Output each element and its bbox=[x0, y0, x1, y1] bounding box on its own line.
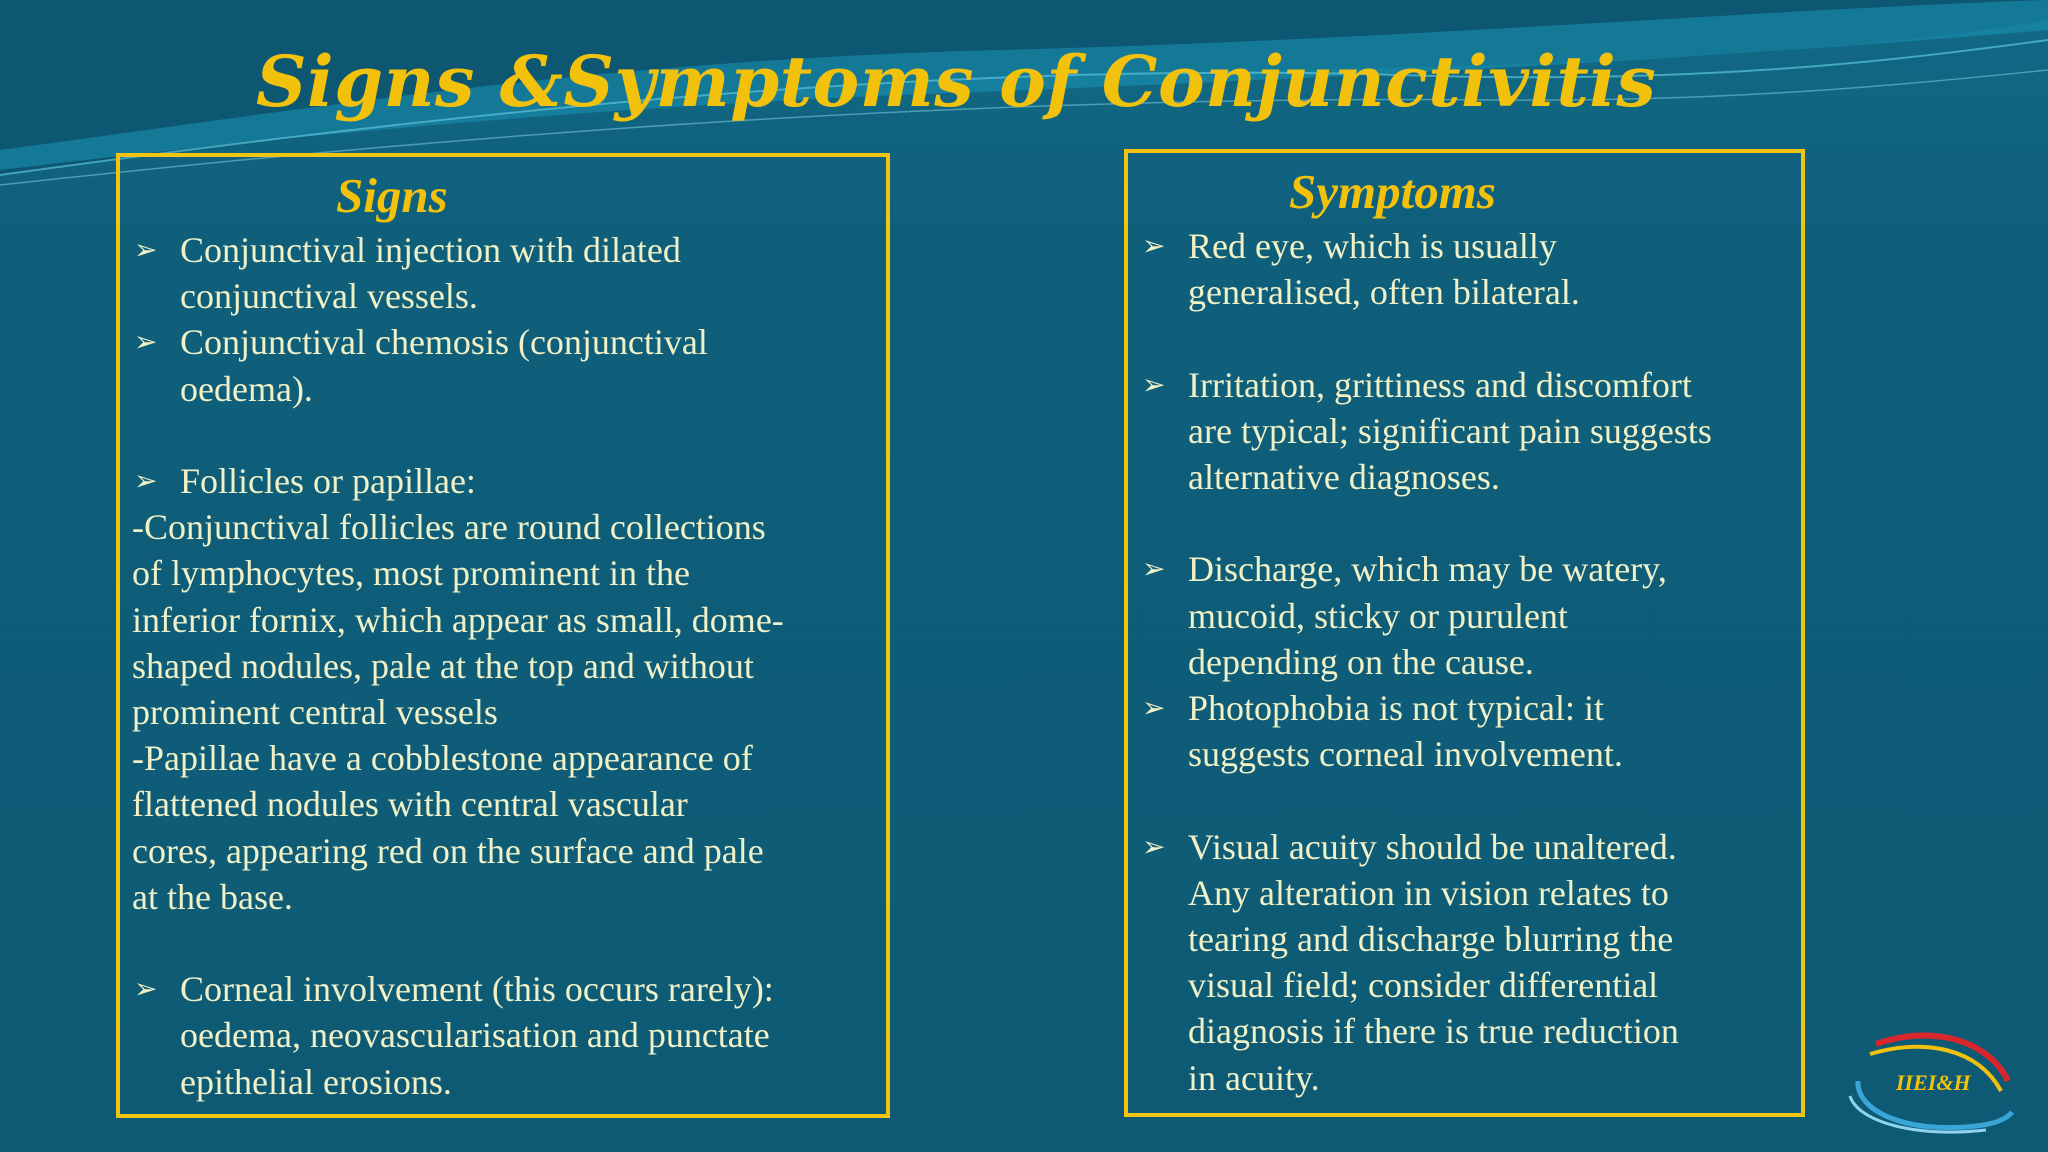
slide-title: Signs &Symptoms of Conjunctivitis bbox=[256, 40, 1657, 123]
symptoms-line: tearing and discharge blurring the bbox=[1188, 919, 1674, 959]
symptoms-line: are typical; significant pain suggests bbox=[1188, 410, 1712, 451]
spacer bbox=[1140, 500, 1712, 546]
signs-line: prominent central vessels bbox=[132, 692, 498, 733]
arrow-bullet-icon: ➢ bbox=[1142, 691, 1166, 724]
symptoms-line: Red eye, which is usually bbox=[1188, 226, 1557, 266]
spacer bbox=[132, 412, 784, 458]
arrow-bullet-icon: ➢ bbox=[134, 972, 158, 1006]
arrow-bullet-icon: ➢ bbox=[1142, 229, 1166, 262]
symptoms-box bbox=[1124, 149, 1805, 1117]
symptoms-item bbox=[1140, 685, 1712, 777]
spacer bbox=[1140, 315, 1712, 361]
symptoms-line: Irritation, grittiness and discomfort bbox=[1188, 364, 1692, 405]
signs-box bbox=[116, 153, 890, 1118]
signs-line: oedema). bbox=[180, 368, 313, 409]
symptoms-heading: Symptoms bbox=[1289, 164, 1496, 219]
signs-item bbox=[132, 319, 784, 411]
symptoms-item bbox=[1140, 824, 1712, 1101]
symptoms-line: diagnosis if there is true reduction bbox=[1188, 1011, 1679, 1052]
signs-line: shaped nodules, pale at the top and without bbox=[132, 645, 754, 686]
signs-line: conjunctival vessels. bbox=[180, 276, 478, 317]
arrow-bullet-icon: ➢ bbox=[1142, 367, 1166, 401]
arrow-bullet-icon: ➢ bbox=[134, 464, 158, 497]
signs-line: Conjunctival injection with dilated bbox=[180, 230, 681, 270]
symptoms-line: Photophobia is not typical: it bbox=[1188, 688, 1604, 728]
symptoms-list bbox=[1140, 223, 1712, 1101]
signs-line: oedema, neovascularisation and punctate bbox=[180, 1015, 770, 1056]
symptoms-item bbox=[1140, 546, 1712, 685]
arrow-bullet-icon: ➢ bbox=[1142, 829, 1166, 863]
symptoms-line: depending on the cause. bbox=[1188, 641, 1534, 682]
signs-line: -Papillae have a cobblestone appearance of bbox=[132, 738, 753, 779]
symptoms-line: Visual acuity should be unaltered. bbox=[1188, 826, 1677, 867]
symptoms-line: generalised, often bilateral. bbox=[1188, 272, 1580, 313]
signs-line: inferior fornix, which appear as small, dome- bbox=[132, 599, 784, 640]
symptoms-line: suggests corneal involvement. bbox=[1188, 734, 1623, 775]
logo-text: IIEI&H bbox=[1896, 1070, 1971, 1095]
symptoms-item bbox=[1140, 362, 1712, 501]
signs-list bbox=[132, 227, 784, 1105]
signs-item bbox=[132, 504, 784, 735]
signs-item bbox=[132, 735, 784, 920]
signs-item bbox=[132, 227, 784, 319]
signs-line: of lymphocytes, most prominent in the bbox=[132, 553, 690, 594]
signs-heading: Signs bbox=[336, 168, 448, 223]
signs-item bbox=[132, 966, 784, 1105]
arrow-bullet-icon: ➢ bbox=[1142, 552, 1166, 586]
symptoms-item bbox=[1140, 223, 1712, 315]
signs-line: epithelial erosions. bbox=[180, 1061, 452, 1102]
signs-line: -Conjunctival follicles are round collections bbox=[132, 507, 766, 548]
signs-line: Corneal involvement (this occurs rarely): bbox=[180, 969, 774, 1010]
signs-item bbox=[132, 458, 784, 504]
symptoms-line: mucoid, sticky or purulent bbox=[1188, 595, 1568, 636]
signs-line: cores, appearing red on the surface and pale bbox=[132, 830, 764, 871]
symptoms-line: Any alteration in vision relates to bbox=[1188, 872, 1669, 913]
signs-line: Follicles or papillae: bbox=[180, 461, 476, 501]
signs-line: Conjunctival chemosis (conjunctival bbox=[180, 322, 708, 363]
symptoms-line: Discharge, which may be watery, bbox=[1188, 549, 1667, 590]
symptoms-line: alternative diagnoses. bbox=[1188, 457, 1500, 497]
arrow-bullet-icon: ➢ bbox=[134, 325, 158, 359]
symptoms-line: visual field; consider differential bbox=[1188, 965, 1659, 1006]
symptoms-line: in acuity. bbox=[1188, 1057, 1320, 1098]
signs-line: at the base. bbox=[132, 876, 293, 917]
spacer bbox=[132, 920, 784, 966]
arrow-bullet-icon: ➢ bbox=[134, 233, 158, 266]
spacer bbox=[1140, 777, 1712, 823]
signs-line: flattened nodules with central vascular bbox=[132, 784, 688, 825]
